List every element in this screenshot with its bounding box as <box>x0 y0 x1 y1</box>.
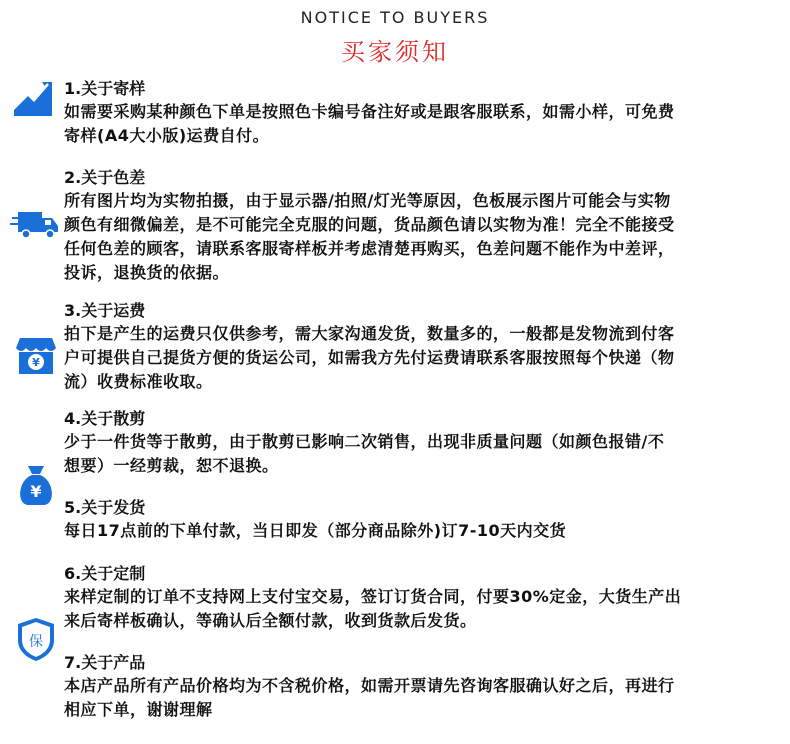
section-line: 来样定制的订单不支持网上支付宝交易，签订订货合同，付要30%定金，大货生产出 <box>64 587 682 606</box>
section-line: 寄样(A4大小版)运费自付。 <box>64 126 270 145</box>
section-title: 1.关于寄样 <box>64 79 146 98</box>
shop-yuan-icon <box>16 336 56 376</box>
section-line: 颜色有细微偏差，是不可能完全克服的问题，货品颜色请以实物为准！完全不能接受 <box>64 215 675 234</box>
section-line: 投诉，退换货的依据。 <box>64 263 230 282</box>
section-product <box>64 652 774 722</box>
section-title: 7.关于产品 <box>64 653 146 672</box>
section-title: 5.关于发货 <box>64 498 146 517</box>
header-cn-title: 买家须知 <box>341 38 449 66</box>
guarantee-shield-icon <box>16 616 56 662</box>
delivery-truck-icon <box>10 208 60 242</box>
shield-text: 保 <box>29 634 43 650</box>
section-cut <box>64 408 774 478</box>
money-bag-icon <box>16 464 56 506</box>
section-line: 户可提供自己提货方便的货运公司，如需我方先付运费请联系客服按照每个快递（物 <box>64 348 675 367</box>
section-line: 相应下单，谢谢理解 <box>64 700 213 719</box>
section-custom <box>64 563 774 633</box>
section-title: 3.关于运费 <box>64 301 146 320</box>
section-sample <box>64 78 774 148</box>
section-line: 每日17点前的下单付款，当日即发（部分商品除外)订7-10天内交货 <box>64 521 567 540</box>
section-delivery <box>64 497 774 543</box>
section-color-difference <box>64 167 774 285</box>
section-title: 2.关于色差 <box>64 168 146 187</box>
section-title: 6.关于定制 <box>64 564 146 583</box>
section-line: 想要）一经剪裁，恕不退换。 <box>64 456 279 475</box>
section-line: 任何色差的顾客，请联系客服寄样板并考虑清楚再购买，色差问题不能作为中差评， <box>64 239 675 258</box>
shop-yuan-symbol: ¥ <box>32 356 40 369</box>
section-title: 4.关于散剪 <box>64 409 146 428</box>
section-line: 拍下是产生的运费只仅供参考，需大家沟通发货，数量多的，一般都是发物流到付客 <box>64 324 675 343</box>
section-shipping-fee <box>64 300 774 394</box>
section-line: 本店产品所有产品价格均为不含税价格，如需开票请先咨询客服确认好之后，再进行 <box>64 676 675 695</box>
trend-chart-icon <box>12 78 54 118</box>
section-line: 如需要采购某种颜色下单是按照色卡编号备注好或是跟客服联系，如需小样，可免费 <box>64 102 675 121</box>
section-line: 所有图片均为实物拍摄，由于显示器/拍照/灯光等原因，色板展示图片可能会与实物 <box>64 191 671 210</box>
header-en-title: NOTICE TO BUYERS <box>300 8 490 27</box>
money-bag-yuan-symbol: ¥ <box>30 482 42 501</box>
section-line: 来后寄样板确认，等确认后全额付款，收到货款后发货。 <box>64 611 477 630</box>
section-line: 少于一件货等于散剪，由于散剪已影响二次销售，出现非质量问题（如颜色报错/不 <box>64 432 665 451</box>
section-line: 流）收费标准收取。 <box>64 372 213 391</box>
